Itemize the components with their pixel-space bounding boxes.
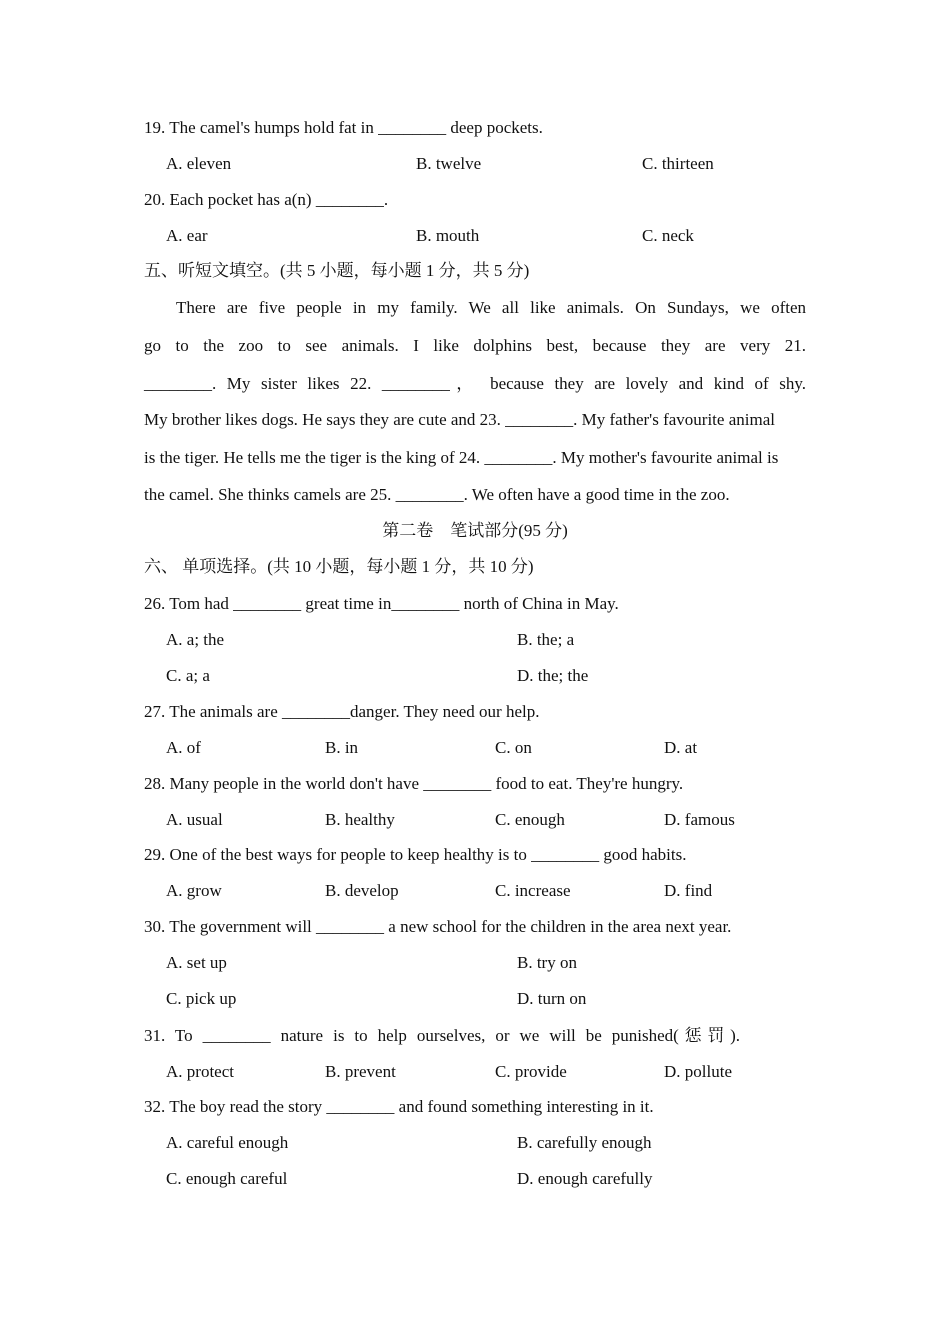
question-29-stem: 29. One of the best ways for people to keep healthy is to ________ good habits. <box>144 845 687 864</box>
question-20-stem: 20. Each pocket has a(n) ________. <box>144 190 389 209</box>
q27-option-b: B. in <box>325 738 359 757</box>
q26-option-b: B. the; a <box>517 630 575 649</box>
q26-option-c: C. a; a <box>166 666 210 685</box>
q30-option-d: D. turn on <box>517 989 587 1008</box>
q27-option-d: D. at <box>664 738 698 757</box>
q19-option-a: A. eleven <box>166 154 232 173</box>
question-32-stem: 32. The boy read the story ________ and found something interesting in it. <box>144 1097 654 1116</box>
question-28-stem: 28. Many people in the world don't have ________ food to eat. They're hungry. <box>144 774 684 793</box>
q20-option-a: A. ear <box>166 226 208 245</box>
question-31-stem: 31. To ________ nature is to help ourselves, or we will be punished(惩罚). <box>144 1026 740 1045</box>
q29-option-c: C. increase <box>495 881 571 900</box>
q28-option-d: D. famous <box>664 810 735 829</box>
q32-option-a: A. careful enough <box>166 1133 289 1152</box>
q28-option-b: B. healthy <box>325 810 395 829</box>
q27-option-a: A. of <box>166 738 201 757</box>
passage-line-4: My brother likes dogs. He says they are cute and 23. ________. My father's favourite animal <box>144 410 775 429</box>
question-19-stem: 19. The camel's humps hold fat in ________ deep pockets. <box>144 118 543 137</box>
passage-line-5: is the tiger. He tells me the tiger is the king of 24. ________. My mother's favourite animal is <box>144 448 779 467</box>
q28-option-c: C. enough <box>495 810 565 829</box>
q26-option-a: A. a; the <box>166 630 225 649</box>
q32-option-d: D. enough carefully <box>517 1169 653 1188</box>
question-27-stem: 27. The animals are ________danger. They need our help. <box>144 702 540 721</box>
q30-option-c: C. pick up <box>166 989 237 1008</box>
q31-option-b: B. prevent <box>325 1062 396 1081</box>
question-26-stem: 26. Tom had ________ great time in________ north of China in May. <box>144 594 619 613</box>
q31-option-c: C. provide <box>495 1062 567 1081</box>
q31-option-d: D. pollute <box>664 1062 732 1081</box>
part-2-title: 第二卷 笔试部分(95 分) <box>382 521 568 540</box>
q26-option-d: D. the; the <box>517 666 589 685</box>
passage-line-1: There are five people in my family. We all like animals. On Sundays, we often <box>176 298 806 317</box>
q31-option-a: A. protect <box>166 1062 234 1081</box>
q29-option-d: D. find <box>664 881 713 900</box>
q28-option-a: A. usual <box>166 810 223 829</box>
question-30-stem: 30. The government will ________ a new school for the children in the area next year. <box>144 917 732 936</box>
q20-option-c: C. neck <box>642 226 694 245</box>
passage-line-6: the camel. She thinks camels are 25. ________. We often have a good time in the zoo. <box>144 485 730 504</box>
q29-option-b: B. develop <box>325 881 399 900</box>
passage-line-3: ________. My sister likes 22. ________， because they are lovely and kind of shy. <box>144 374 806 393</box>
q27-option-c: C. on <box>495 738 532 757</box>
q20-option-b: B. mouth <box>416 226 480 245</box>
passage-line-2: go to the zoo to see animals. I like dolphins best, because they are very 21. <box>144 336 806 355</box>
q19-option-b: B. twelve <box>416 154 482 173</box>
q32-option-b: B. carefully enough <box>517 1133 652 1152</box>
section-5-heading: 五、听短文填空。(共 5 小题，每小题 1 分，共 5 分) <box>144 261 530 280</box>
section-6-heading: 六、 单项选择。(共 10 小题，每小题 1 分，共 10 分) <box>144 557 534 576</box>
q30-option-b: B. try on <box>517 953 577 972</box>
q19-option-c: C. thirteen <box>642 154 714 173</box>
q29-option-a: A. grow <box>166 881 222 900</box>
q32-option-c: C. enough careful <box>166 1169 288 1188</box>
q30-option-a: A. set up <box>166 953 227 972</box>
